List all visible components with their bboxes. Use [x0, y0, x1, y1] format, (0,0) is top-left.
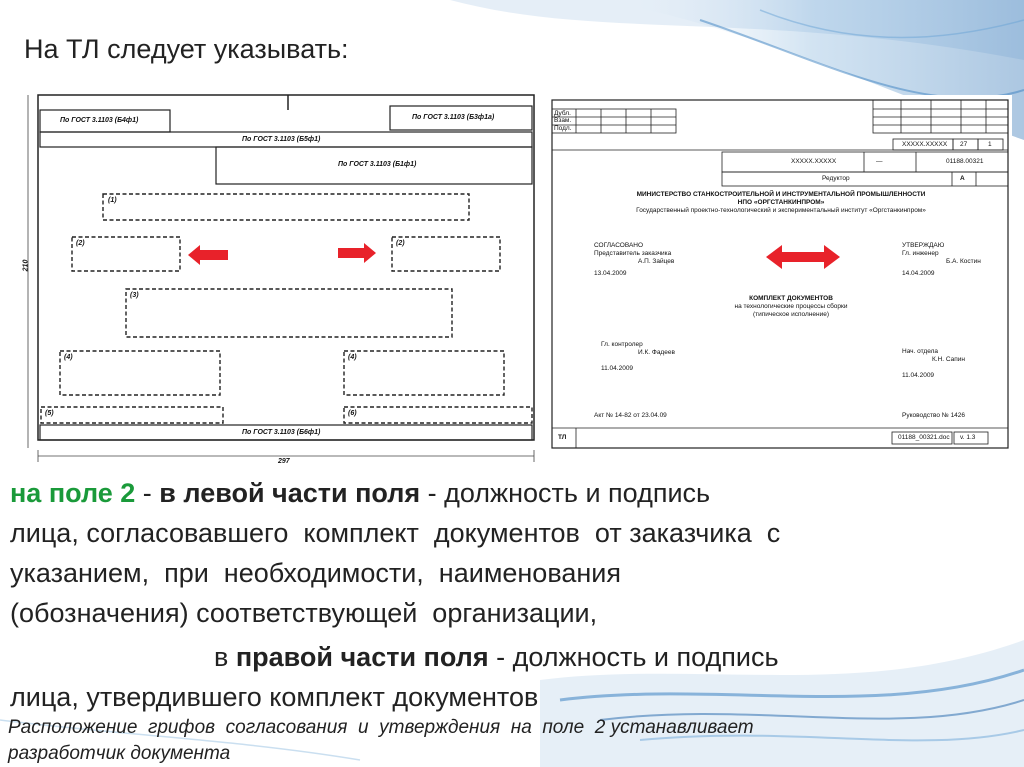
code-xx: XXXXX.XXXXX — [902, 141, 948, 148]
side-label: Взам. — [554, 117, 572, 124]
dim-height-label: 210 — [22, 259, 30, 272]
field-label: (2) — [396, 240, 405, 247]
schematic-drawing — [20, 92, 538, 464]
paragraph-line-1 — [10, 475, 710, 512]
agreed-name: А.П. Зайцев — [638, 258, 675, 265]
footer-ver: v. 1.3 — [960, 434, 976, 441]
left-part-label: в левой части поля — [159, 478, 421, 508]
paragraph-line-4: (обозначения) соответствующей организации, — [10, 598, 598, 628]
title-page-schematic — [20, 92, 538, 464]
line1-rest: - должность и подпись — [420, 478, 711, 508]
code-dash: — — [876, 158, 883, 165]
kit-title: КОМПЛЕКТ ДОКУМЕНТОВ — [749, 295, 833, 302]
dept-position: Нач. отдела — [902, 348, 938, 355]
controller-date: 11.04.2009 — [601, 365, 634, 372]
letter-label: А — [960, 175, 965, 182]
controller-position: Гл. контролер — [601, 341, 643, 348]
gost-b1f1-label: По ГОСТ 3.1103 (Б1ф1) — [338, 161, 417, 168]
code-sheet: 27 — [960, 141, 968, 148]
field-label: (6) — [348, 410, 357, 417]
field-label: (5) — [45, 410, 54, 417]
field-label: (2) — [76, 240, 85, 247]
editor-label: Редуктор — [822, 175, 850, 182]
controller-name: И.К. Фадеев — [638, 349, 675, 356]
footer-doc: 01188_00321.doc — [898, 434, 950, 441]
approved-date: 14.04.2009 — [902, 270, 935, 277]
paragraph-line-5 — [214, 639, 779, 676]
dim-width-label: 297 — [278, 458, 290, 464]
approved-name: Б.А. Костин — [946, 258, 981, 265]
paragraph-line-2: лица, согласовавшего комплект документов от заказчика с — [10, 518, 781, 548]
double-arrow-icon — [766, 245, 840, 269]
gost-b3f1a-label: По ГОСТ 3.1103 (Б3ф1а) — [412, 114, 495, 121]
ministry-label: МИНИСТЕРСТВО СТАНКОСТРОИТЕЛЬНОЙ И ИНСТРУМЕНТАЛЬНОЙ ПРОМЫШЛЕННОСТИ — [636, 191, 926, 198]
gost-b6f1-label: По ГОСТ 3.1103 (Б6ф1) — [242, 429, 321, 436]
footnote-line-2: разработчик документа — [8, 743, 231, 764]
agreed-position: Представитель заказчика — [594, 250, 672, 257]
slide-title: На ТЛ следует указывать: — [24, 34, 349, 64]
paragraph-line-6: лица, утвердившего комплект документов — [10, 682, 539, 712]
gost-b5f1-label: По ГОСТ 3.1103 (Б5ф1) — [242, 136, 321, 143]
dept-date: 11.04.2009 — [902, 372, 935, 379]
side-label: Дубл. — [554, 110, 571, 117]
approved-position: Гл. инженер — [902, 250, 939, 257]
dept-name: К.Н. Сапин — [932, 356, 966, 363]
right-part-label: правой части поля — [235, 642, 489, 672]
right-arrow-icon — [338, 243, 376, 263]
approved-title: УТВЕРЖДАЮ — [902, 242, 945, 249]
in-word: в — [214, 642, 236, 672]
field-label: (3) — [130, 292, 139, 299]
title-page-example — [546, 95, 1012, 457]
code-doc: 01188.00321 — [946, 158, 984, 165]
agreed-date: 13.04.2009 — [594, 270, 627, 277]
institute-label: Государственный проектно-технологический и экспериментальный институт «Оргстанкинпром» — [636, 207, 926, 214]
gost-b4f1-label: По ГОСТ 3.1103 (Б4ф1) — [60, 117, 139, 124]
field-2-highlight: на поле 2 — [10, 478, 136, 508]
npo-label: НПО «ОРГСТАНКИНПРОМ» — [737, 199, 825, 206]
kit-sub1: на технологические процессы сборки — [734, 303, 848, 310]
guide-label: Руководство № 1426 — [902, 412, 966, 419]
code-page: 1 — [988, 141, 992, 148]
field-label: (1) — [108, 197, 117, 204]
side-label: Подл. — [554, 125, 572, 132]
footnote-line-1: Расположение грифов согласования и утверждения на поле 2 устанавливает — [8, 717, 754, 738]
tl-label: ТЛ — [558, 434, 567, 441]
paragraph-line-3: указанием, при необходимости, наименования — [10, 558, 621, 588]
left-arrow-icon — [188, 245, 228, 265]
field-label: (4) — [348, 354, 357, 361]
kit-sub2: (типическое исполнение) — [753, 311, 829, 318]
footnote — [8, 715, 754, 767]
field-label: (4) — [64, 354, 73, 361]
line5-rest: - должность и подпись — [488, 642, 779, 672]
act-label: Акт № 14-82 от 23.04.09 — [594, 412, 667, 419]
code-center: XXXXX.XXXXX — [791, 158, 837, 165]
agreed-title: СОГЛАСОВАНО — [594, 242, 644, 249]
dash-text: - — [135, 478, 160, 508]
